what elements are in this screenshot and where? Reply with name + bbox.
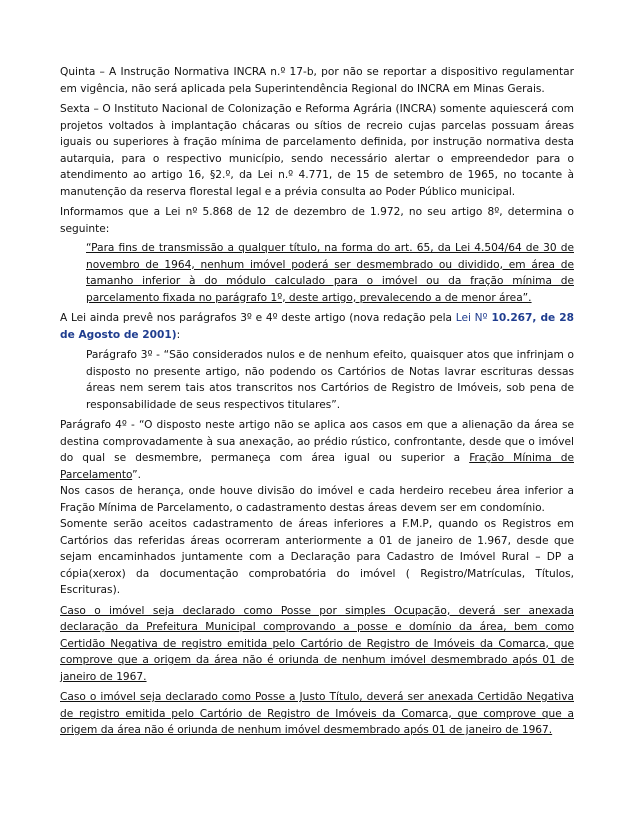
- document-page: [60, 64, 574, 742]
- paragraph-heranca: Nos casos de herança, onde houve divisão do imóvel e cada herdeiro recebeu área inferior a Fração Mínima de Parcelamento, o cadastramento destas áreas devem ser em condomínio.: [60, 485, 574, 514]
- paragraph-informamos: Informamos que a Lei nº 5.868 de 12 de dezembro de 1.972, no seu artigo 8º, determina o seguinte:: [60, 206, 574, 235]
- paragraph-4: [60, 417, 574, 483]
- lei-preve-text: A Lei ainda prevê nos parágrafos 3º e 4º deste artigo (nova redação pela: [60, 312, 456, 324]
- lei-10267: 10.267, de 28 de Agosto de 2001): [60, 312, 574, 341]
- paragraph-3: Parágrafo 3º - “São considerados nulos e de nenhum efeito, quaisquer atos que infrinjam o disposto no presente artigo, não podendo os Cartórios de Notas lavrar escrituras dessas áreas nem serem tais atos transcritos nos Cartórios de Registro de Imóveis, sob pena de responsabilidade de seus respectivos titulares”.: [86, 349, 574, 411]
- paragraph-sexta: Sexta – O Instituto Nacional de Colonização e Reforma Agrária (INCRA) somente aquiescerá com projetos voltados à implantação chácaras ou sítios de recreio cujas parcelas possuam áreas iguais ou superiores à fração mínima de parcelamento definida, por instrução normativa desta autarquia, para o respectivo município, sendo necessário alertar o empreendedor para o atendimento ao artigo 16, §2.º, da Lei n.º 4.771, de 15 de setembro de 1965, no tocante à manutenção da reserva florestal legal e a prévia consulta ao Poder Público municipal.: [60, 103, 574, 198]
- paragraph-quinta: Quinta – A Instrução Normativa INCRA n.º 17-b, por não se reportar a dispositivo regulamentar em vigência, não será aplicada pela Superintendência Regional do INCRA em Minas Gerais.: [60, 66, 574, 95]
- paragraph-posse-justo: Caso o imóvel seja declarado como Posse a Justo Título, deverá ser anexada Certidão Negativa de registro emitida pelo Cartório de Registro de Imóveis da Comarca, que comprove que a origem da área não é oriunda de nenhum imóvel desmembrado após 01 de janeiro de 1967.: [60, 691, 574, 736]
- par4-text: Parágrafo 4º - “O disposto neste artigo não se aplica aos casos em que a alienação da área se destina comprovadamente à sua anexação, ao prédio rústico, confrontante, desde que o imóvel do qual se desmembre, permaneça com área igual ou superior a: [60, 419, 574, 464]
- quote-artigo-8: “Para fins de transmissão a qualquer título, na forma do art. 65, da Lei 4.504/64 de 30 de novembro de 1964, nenhum imóvel poderá ser desmembrado ou dividido, em área de tamanho inferior à do módulo calculado para o imóvel ou da fração mínima de parcelamento fixada no parágrafo 1º, deste artigo, prevalecendo a de menor área”.: [86, 242, 574, 304]
- paragraph-posse-simples: Caso o imóvel seja declarado como Posse por simples Ocupação, deverá ser anexada declaração da Prefeitura Municipal comprovando a posse e domínio da área, bem como Certidão Negativa de registro emitida pelo Cartório de Registro de Imóveis da Comarca, que comprove que a origem da área não é oriunda de nenhum imóvel desmembrado após 01 de janeiro de 1967.: [60, 604, 574, 683]
- lei-preve-colon: :: [176, 328, 181, 341]
- paragraph-lei-preve: [60, 310, 574, 343]
- fracao-minima-link: Fração Mínima de Parcelamento: [60, 452, 574, 481]
- paragraph-somente: Somente serão aceitos cadastramento de áreas inferiores a F.M.P, quando os Registros em Cartórios das referidas áreas ocorreram anteriormente a 01 de janeiro de 1.967, desde que sejam encaminhados juntamente com a Declaração para Cadastro de Imóvel Rural – DP a cópia(xerox) da documentação comprobatória do imóvel ( Registro/Matrículas, Títulos, Escrituras).: [60, 518, 574, 596]
- par4-end: ”.: [132, 468, 141, 481]
- lei-link[interactable]: Lei Nº: [455, 312, 488, 324]
